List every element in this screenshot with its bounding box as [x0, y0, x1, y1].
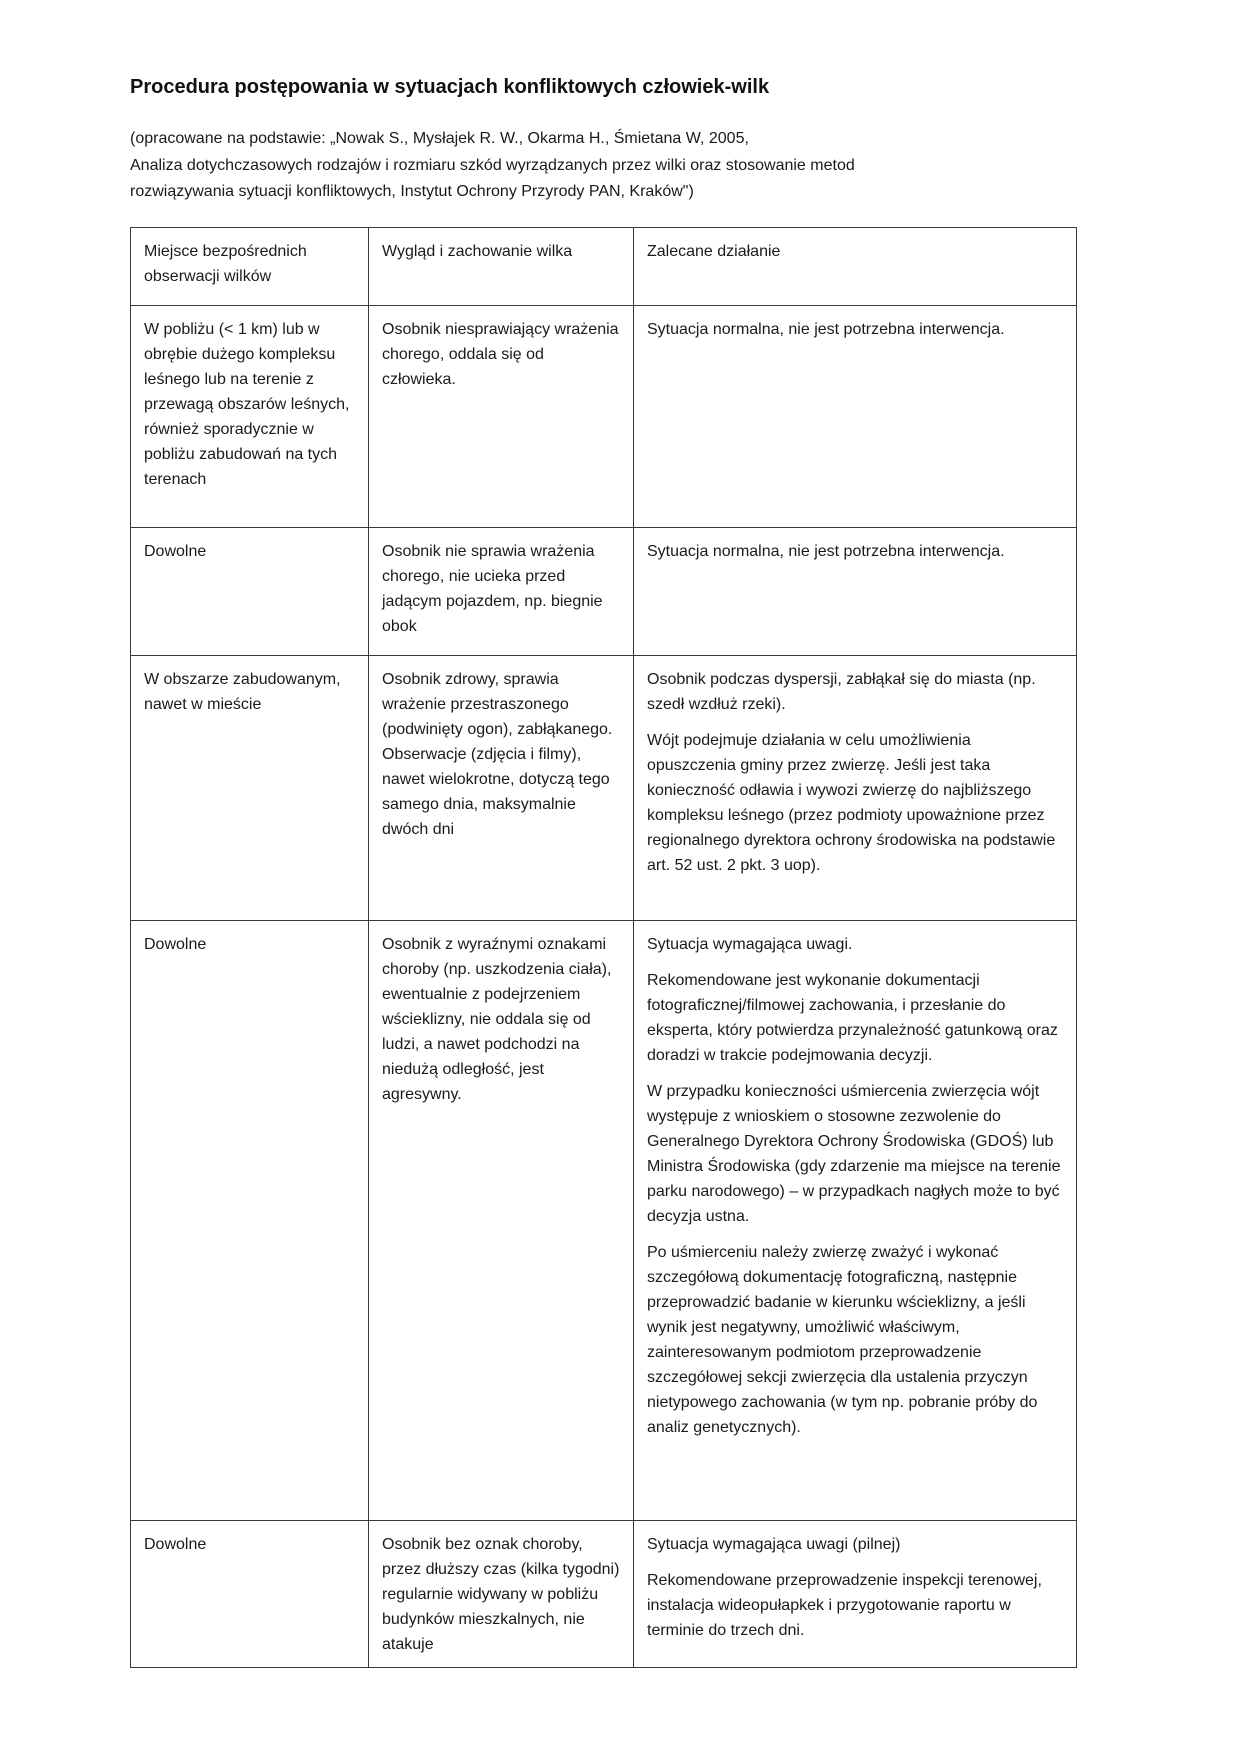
column-header-appearance: Wygląd i zachowanie wilka: [369, 227, 634, 305]
cell-paragraph: W przypadku konieczności uśmiercenia zwierzęcia wójt występuje z wnioskiem o stosowne zezwolenie do Generalnego Dyrektora Ochrony Środowiska (GDOŚ) lub Ministra Środowiska (gdy zdarzenie ma miejsce na terenie parku narodowego) – w przypadkach nagłych może to być decyzja ustna.: [647, 1082, 1061, 1225]
cell-place: [131, 655, 369, 920]
cell-paragraph: Osobnik podczas dyspersji, zabłąkał się do miasta (np. szedł wzdłuż rzeki).: [647, 670, 1036, 713]
table-row: [131, 305, 1077, 527]
cell-paragraph: Dowolne: [144, 1535, 207, 1553]
cell-action: [634, 527, 1077, 655]
document-content: [130, 74, 1078, 1668]
cell-paragraph: Dowolne: [144, 935, 207, 953]
table-row: [131, 920, 1077, 1520]
cell-action: [634, 920, 1077, 1520]
cell-paragraph: Sytuacja normalna, nie jest potrzebna interwencja.: [647, 542, 1005, 560]
cell-paragraph: Osobnik zdrowy, sprawia wrażenie przestraszonego (podwinięty ogon), zabłąkanego. Obserwacje (zdjęcia i filmy), nawet wielokrotne, dotyczą tego samego dnia, maksymalnie dwóch dni: [382, 670, 613, 838]
table-row: [131, 655, 1077, 920]
cell-paragraph: W pobliżu (< 1 km) lub w obrębie dużego kompleksu leśnego lub na terenie z przewagą obszarów leśnych, również sporadycznie w pobliżu zabudowań na tych terenach: [144, 320, 350, 488]
cell-paragraph: Sytuacja wymagająca uwagi.: [647, 935, 853, 953]
column-header-action: Zalecane działanie: [634, 227, 1077, 305]
cell-paragraph: Osobnik bez oznak choroby, przez dłuższy czas (kilka tygodni) regularnie widywany w pobliżu budynków mieszkalnych, nie atakuje: [382, 1535, 620, 1653]
citation-line-1: (opracowane na podstawie: „Nowak S., Mysłajek R. W., Okarma H., Śmietana W, 2005,: [130, 130, 749, 147]
cell-paragraph: Wójt podejmuje działania w celu umożliwienia opuszczenia gminy przez zwierzę. Jeśli jest taka konieczność odławia i wywozi zwierzę do najbliższego kompleksu leśnego (przez podmioty upoważnione przez regionalnego dyrektora ochrony środowiska na podstawie art. 52 ust. 2 pkt. 3 uop).: [647, 731, 1056, 874]
cell-paragraph: Osobnik niesprawiający wrażenia chorego, oddala się od człowieka.: [382, 320, 619, 388]
cell-paragraph: Rekomendowane jest wykonanie dokumentacji fotograficznej/filmowej zachowania, i przesłanie do eksperta, który potwierdza przynależność gatunkową oraz doradzi w trakcie podejmowania decyzji.: [647, 971, 1058, 1064]
cell-paragraph: Sytuacja wymagająca uwagi (pilnej): [647, 1535, 901, 1553]
citation-line-3: rozwiązywania sytuacji konfliktowych, Instytut Ochrony Przyrody PAN, Kraków"): [130, 183, 694, 200]
table-header-row: [131, 227, 1077, 305]
column-header-place: Miejsce bezpośrednich obserwacji wilków: [131, 227, 369, 305]
source-citation: [130, 126, 1078, 206]
table-row: [131, 1520, 1077, 1667]
cell-place: [131, 527, 369, 655]
cell-paragraph: Sytuacja normalna, nie jest potrzebna interwencja.: [647, 320, 1005, 338]
cell-appearance: [369, 1520, 634, 1667]
table-row: [131, 527, 1077, 655]
cell-appearance: [369, 527, 634, 655]
cell-place: [131, 920, 369, 1520]
cell-appearance: [369, 305, 634, 527]
cell-paragraph: Osobnik nie sprawia wrażenia chorego, nie ucieka przed jadącym pojazdem, np. biegnie obok: [382, 542, 603, 635]
cell-paragraph: W obszarze zabudowanym, nawet w mieście: [144, 670, 341, 713]
cell-place: [131, 1520, 369, 1667]
cell-action: [634, 305, 1077, 527]
cell-action: [634, 1520, 1077, 1667]
procedure-table: [130, 227, 1077, 1668]
cell-action: [634, 655, 1077, 920]
cell-paragraph: Osobnik z wyraźnymi oznakami choroby (np. uszkodzenia ciała), ewentualnie z podejrzeniem wścieklizny, nie oddala się od ludzi, a nawet podchodzi na niedużą odległość, jest agresywny.: [382, 935, 612, 1103]
cell-paragraph: Po uśmierceniu należy zwierzę zważyć i wykonać szczegółową dokumentację fotograficzną, następnie przeprowadzić badanie w kierunku wścieklizny, a jeśli wynik jest negatywny, umożliwić właściwym, zainteresowanym podmiotom przeprowadzenie szczegółowej sekcji zwierzęcia dla ustalenia przyczyn nietypowego zachowania (w tym np. pobranie próby do analiz genetycznych).: [647, 1243, 1038, 1436]
cell-appearance: [369, 655, 634, 920]
cell-paragraph: Rekomendowane przeprowadzenie inspekcji terenowej, instalacja wideopułapkek i przygotowanie raportu w terminie do trzech dni.: [647, 1571, 1042, 1639]
cell-paragraph: Dowolne: [144, 542, 207, 560]
cell-place: [131, 305, 369, 527]
citation-line-2: Analiza dotychczasowych rodzajów i rozmiaru szkód wyrządzanych przez wilki oraz stosowanie metod: [130, 156, 855, 174]
cell-appearance: [369, 920, 634, 1520]
page-title: Procedura postępowania w sytuacjach konfliktowych człowiek-wilk: [130, 76, 770, 98]
